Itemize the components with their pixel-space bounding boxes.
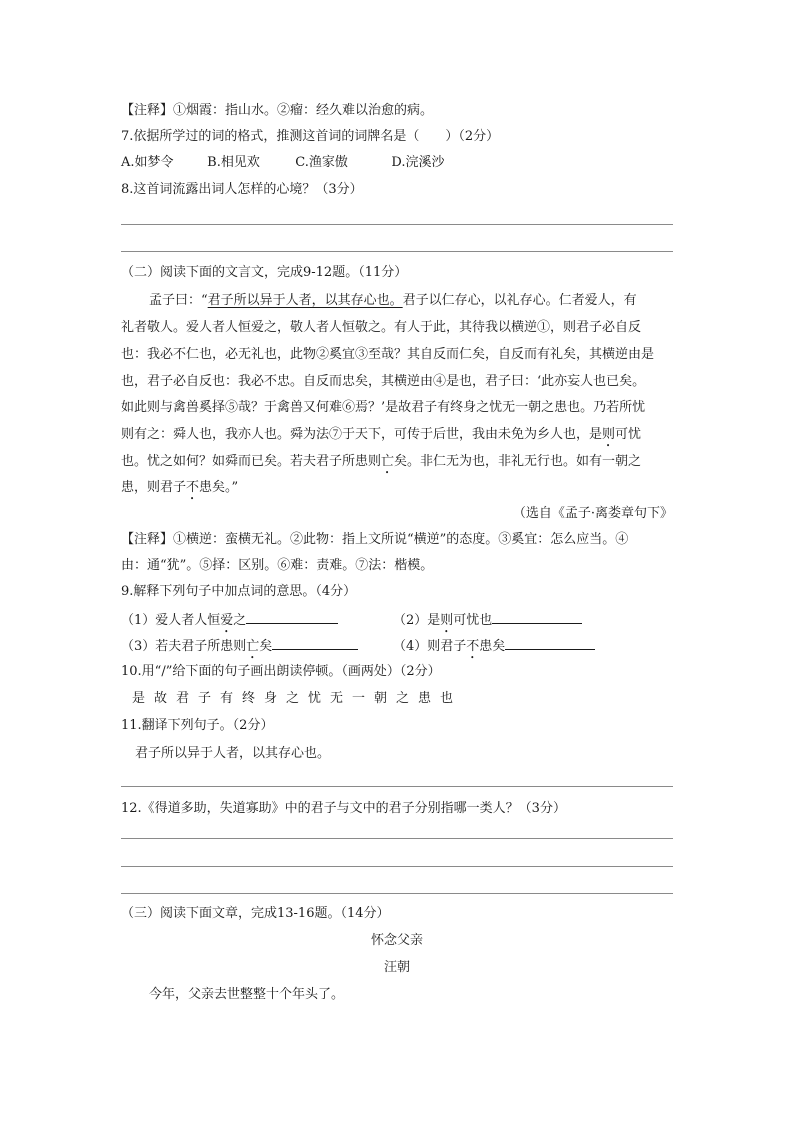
answer-line[interactable] (121, 224, 673, 225)
question-9-item-4: （4）则君子不患矣 (393, 635, 595, 662)
classical-text-note: 【注释】①横逆：蛮横无礼。②此物：指上文所说“横逆”的态度。③奚宜：怎么应当。④ (121, 532, 629, 547)
classical-text-line: 礼者敬人。爱人者人恒爱之，敬人者人恒敬之。有人于此，其待我以横逆①，则君子必自反 (121, 320, 642, 335)
poem-note: 【注释】①烟霞：指山水。②瘤：经久难以治愈的病。 (121, 103, 434, 118)
article-author: 汪朝 (383, 960, 410, 975)
answer-line[interactable] (121, 893, 673, 894)
question-9-stem: 9.解释下列句子中加点词的意思。（4分） (121, 584, 357, 599)
section-3-title: （三）阅读下面文章，完成13-16题。（14分） (121, 906, 390, 921)
answer-line[interactable] (121, 251, 673, 252)
article-title: 怀念父亲 (370, 933, 423, 948)
question-10-sentence[interactable]: 是故君子有终身之忧无一朝之患也 (132, 691, 463, 706)
answer-blank[interactable] (492, 609, 582, 624)
classical-text-line: 则有之：舜人也，我亦人也。舜为法⑦于天下，可传于后世，我由未免为乡人也，是则可忧 (121, 427, 642, 442)
question-9-item-1: （1）爱人者人恒爱之 (121, 609, 338, 636)
question-11-sentence: 君子所以异于人者，以其存心也。 (135, 746, 331, 761)
answer-line[interactable] (121, 786, 673, 787)
option-b[interactable]: B.相见欢 (207, 155, 260, 170)
question-10-stem: 10.用“/”给下面的句子画出朗读停顿。（画两处）（2分） (121, 664, 441, 679)
classical-text-line: 如此则与禽兽奚择⑤哉？于禽兽又何难⑥焉？’是故君子有终身之忧无一朝之患也。乃若所忧 (121, 400, 646, 415)
answer-line[interactable] (121, 838, 673, 839)
dotted-word: 爱 (220, 613, 234, 628)
option-d[interactable]: D.浣溪沙 (391, 155, 445, 170)
dotted-word: 不 (186, 480, 200, 495)
question-8-stem: 8.这首词流露出词人怎样的心境？（3分） (121, 182, 363, 197)
classical-text-line: 孟子曰：“君子所以异于人者，以其存心也。君子以仁存心，以礼存心。仁者爱人，有 (149, 293, 637, 308)
answer-blank[interactable] (272, 635, 358, 650)
question-7-options (121, 153, 445, 173)
question-11-stem: 11.翻译下列句子。（2分） (121, 718, 274, 733)
option-a[interactable]: A.如梦令 (121, 155, 174, 170)
section-2-title: （二）阅读下面的文言文，完成9-12题。（11分） (121, 265, 408, 280)
question-9-item-3: （3）若夫君子所患则亡矣 (121, 635, 358, 662)
question-9-item-2: （2）是则可忧也 (393, 609, 582, 636)
dotted-word: 亡 (381, 454, 395, 469)
dotted-word: 则 (602, 427, 616, 442)
underlined-sentence: 君子所以异于人者，以其存心也。 (207, 293, 403, 308)
classical-text-line: 也，君子必自反也：我必不忠。自反而忠矣，其横逆由④是也，君子曰：‘此亦妄人也已矣。 (121, 374, 646, 389)
classical-text-line: 也。忧之如何？如舜而已矣。若夫君子所患则亡矣。非仁无为也，非礼无行也。如有一朝之 (121, 454, 642, 469)
answer-blank[interactable] (246, 609, 338, 624)
dotted-word: 亡 (246, 639, 260, 654)
classical-text-line: 患，则君子不患矣。” (121, 480, 239, 495)
dotted-word: 不 (466, 639, 480, 654)
article-first-line: 今年，父亲去世整整十个年头了。 (149, 987, 345, 1002)
answer-blank[interactable] (505, 635, 595, 650)
classical-text-line: 也：我必不仁也，必无礼也，此物②奚宜③至哉？其自反而仁矣，自反而有礼矣，其横逆由是 (121, 347, 655, 362)
answer-line[interactable] (121, 866, 673, 867)
question-7-stem: 7.依据所学过的词的格式，推测这首词的词牌名是（ ）（2分） (121, 129, 500, 144)
option-c[interactable]: C.渔家傲 (295, 155, 348, 170)
text-source: （选自《孟子·离娄章句下》 (512, 506, 673, 521)
dotted-word: 则 (440, 613, 454, 628)
classical-text-note: 由：通“犹”。⑤择：区别。⑥难：责难。⑦法：楷模。 (121, 558, 434, 573)
question-12-stem: 12.《得道多助，失道寡助》中的君子与文中的君子分别指哪一类人？（3分） (121, 801, 566, 816)
